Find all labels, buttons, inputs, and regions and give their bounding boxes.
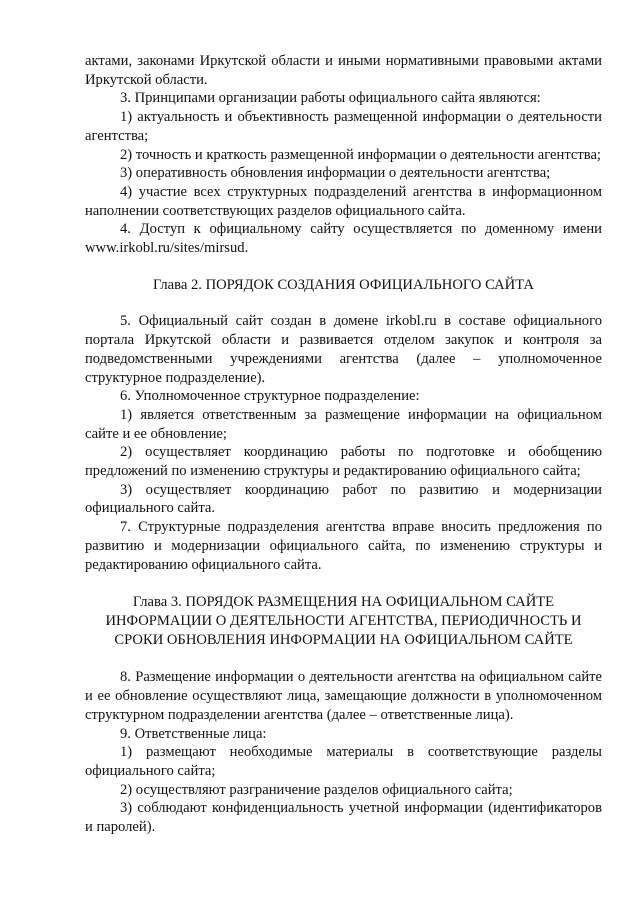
paragraph-continuation: актами, законами Иркутской области и иными нормативными правовыми актами Иркутской области. [85, 53, 602, 88]
paragraph-9-item-3: 3) соблюдают конфиденциальность учетной информации (идентификаторов и паролей). [85, 800, 602, 836]
chapter-2-heading: Глава 2. ПОРЯДОК СОЗДАНИЯ ОФИЦИАЛЬНОГО САЙТА [153, 276, 534, 293]
paragraph-4: 4. Доступ к официальному сайту осуществляется по доменному имени www.irkobl.ru/sites/mirsud. [85, 221, 602, 257]
paragraph-9-item-2: 2) осуществляют разграничение разделов официального сайта; [120, 781, 513, 798]
document-body [85, 52, 602, 837]
paragraph-6-item-1: 1) является ответственным за размещение информации на официальном сайте и ее обновление; [85, 406, 602, 442]
chapter-3-heading-line-3: СРОКИ ОБНОВЛЕНИЯ ИНФОРМАЦИИ НА ОФИЦИАЛЬНОМ САЙТЕ [114, 631, 573, 648]
paragraph-3-item-4: 4) участие всех структурных подразделений агентства в информационном наполнении соответствующих разделов официального сайта. [85, 183, 602, 219]
paragraph-9: 9. Ответственные лица: [120, 725, 267, 742]
chapter-3-heading [85, 593, 602, 649]
paragraph-9-item-1: 1) размещают необходимые материалы в соответствующие разделы официального сайта; [85, 744, 602, 779]
paragraph-3-item-3: 3) оперативность обновления информации о деятельности агентства; [120, 165, 551, 182]
chapter-3-heading-line-2: ИНФОРМАЦИИ О ДЕЯТЕЛЬНОСТИ АГЕНТСТВА, ПЕРИОДИЧНОСТЬ И [105, 612, 582, 629]
chapter-3-heading-line-1: Глава 3. ПОРЯДОК РАЗМЕЩЕНИЯ НА ОФИЦИАЛЬНОМ САЙТЕ [132, 594, 555, 611]
paragraph-8: 8. Размещение информации о деятельности агентства на официальном сайте и ее обновление осуществляют лица, замещающие должности в уполномоченном структурном подразделении агентства (далее – ответственные лица). [85, 669, 602, 723]
paragraph-3-item-1: 1) актуальность и объективность размещенной информации о деятельности агентства; [85, 109, 602, 144]
paragraph-3-item-2: 2) точность и краткость размещенной информации о деятельности агентства; [120, 146, 601, 163]
paragraph-7: 7. Структурные подразделения агентства вправе вносить предложения по развитию и модернизации официального сайта, по изменению структуры и редактированию официального сайта. [85, 519, 602, 573]
paragraph-6-item-3: 3) осуществляет координацию работ по развитию и модернизации официального сайта. [85, 481, 602, 517]
paragraph-6: 6. Уполномоченное структурное подразделение: [120, 388, 420, 405]
paragraph-3: 3. Принципами организации работы официального сайта являются: [120, 90, 541, 107]
paragraph-6-item-2: 2) осуществляет координацию работы по подготовке и обобщению предложений по изменению структуры и редактированию официального сайта; [85, 444, 602, 480]
paragraph-5: 5. Официальный сайт создан в домене irkobl.ru в составе официального портала Иркутской области и развивается отделом закупок и контроля за подведомственными учреждениями агентства (далее – уполномоченное структурное подразделение). [85, 313, 602, 386]
